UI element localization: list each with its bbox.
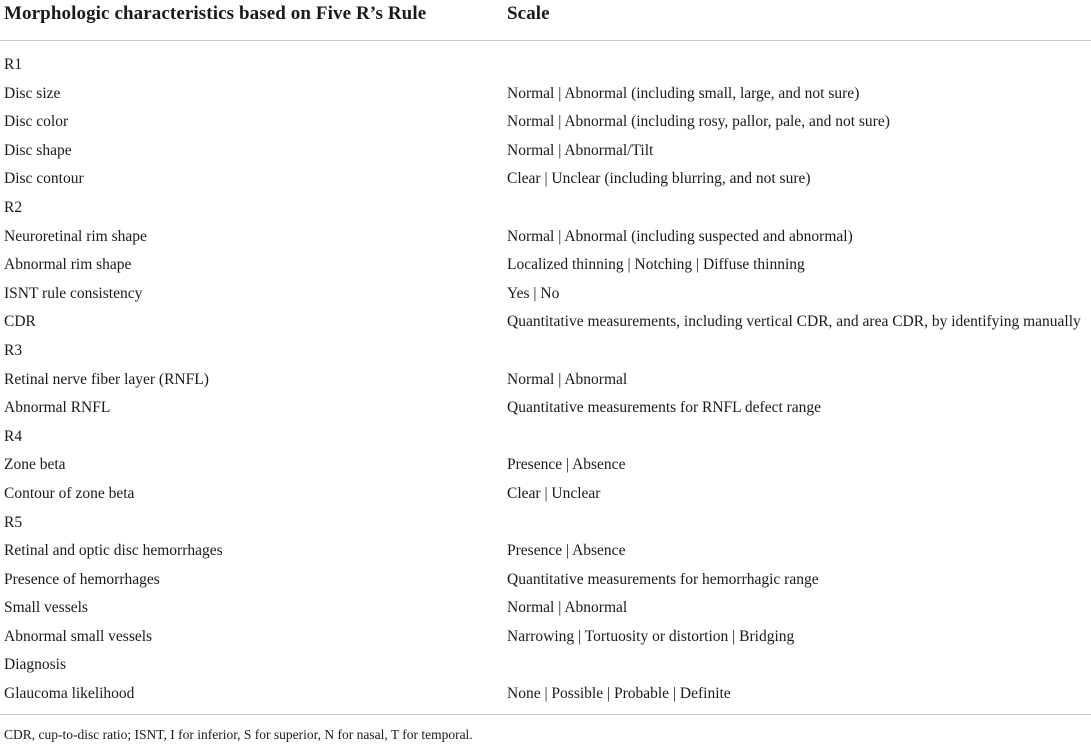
row-label: CDR [4, 313, 36, 331]
table-footnote: CDR, cup-to-disc ratio; ISNT, I for inferior, S for superior, N for nasal, T for temporal. [4, 727, 473, 742]
row-scale: Presence | Absence [507, 542, 626, 560]
table-row [0, 508, 1091, 537]
row-label: R1 [4, 56, 23, 73]
row-scale: Normal | Abnormal [507, 370, 628, 388]
table-row [0, 679, 1091, 708]
table-row [0, 222, 1091, 251]
row-scale: Normal | Abnormal (including rosy, pallor, pale, and not sure) [507, 113, 890, 131]
row-label: R3 [4, 341, 23, 359]
row-label: Retinal and optic disc hemorrhages [4, 542, 223, 560]
row-label: Presence of hemorrhages [4, 570, 160, 588]
header-scale: Scale [507, 3, 550, 24]
table-row [0, 193, 1091, 222]
row-scale: Clear | Unclear (including blurring, and not sure) [507, 170, 811, 188]
row-scale: Normal | Abnormal [507, 599, 628, 617]
row-label: Abnormal RNFL [4, 399, 111, 417]
table-row [0, 536, 1091, 565]
row-scale: Narrowing | Tortuosity or distortion | Bridging [507, 627, 795, 645]
table-row [0, 164, 1091, 193]
row-label: R2 [4, 198, 23, 216]
row-label: Abnormal rim shape [4, 256, 132, 274]
row-label: Diagnosis [4, 656, 66, 674]
table-row [0, 307, 1091, 336]
row-label: Disc color [4, 113, 69, 131]
table-row [0, 136, 1091, 165]
table-body [0, 50, 1091, 708]
row-scale: Clear | Unclear [507, 484, 601, 502]
row-scale: Normal | Abnormal/Tilt [507, 141, 654, 159]
table-row [0, 79, 1091, 108]
table-row [0, 593, 1091, 622]
table-row [0, 336, 1091, 365]
table-row [0, 50, 1091, 79]
row-label: Disc size [4, 84, 61, 102]
table-row [0, 365, 1091, 394]
table-row [0, 279, 1091, 308]
row-scale: Presence | Absence [507, 456, 626, 474]
row-scale: None | Possible | Probable | Definite [507, 685, 731, 703]
row-scale: Quantitative measurements for hemorrhagic range [507, 570, 819, 588]
row-label: R5 [4, 513, 23, 531]
table-row [0, 622, 1091, 651]
table-header [0, 0, 1091, 41]
row-label: Disc contour [4, 170, 84, 188]
table-row [0, 422, 1091, 451]
row-scale: Yes | No [507, 284, 560, 302]
row-scale: Localized thinning | Notching | Diffuse thinning [507, 256, 805, 274]
header-characteristics: Morphologic characteristics based on Five R’s Rule [4, 3, 427, 24]
row-scale: Quantitative measurements for RNFL defect range [507, 399, 822, 417]
table-row [0, 565, 1091, 594]
row-label: ISNT rule consistency [4, 284, 143, 302]
table-row [0, 250, 1091, 279]
row-label: Retinal nerve fiber layer (RNFL) [4, 370, 209, 388]
row-label: R4 [4, 427, 23, 445]
row-label: Contour of zone beta [4, 484, 135, 502]
row-label: Disc shape [4, 141, 72, 159]
table-bottom-rule [0, 714, 1091, 715]
row-label: Zone beta [4, 456, 66, 474]
table-row [0, 479, 1091, 508]
row-scale: Normal | Abnormal (including small, large, and not sure) [507, 84, 860, 102]
table-row [0, 450, 1091, 479]
row-scale: Quantitative measurements, including vertical CDR, and area CDR, by identifying manually [507, 313, 1081, 331]
row-scale: Normal | Abnormal (including suspected and abnormal) [507, 227, 853, 245]
table-row [0, 107, 1091, 136]
row-label: Small vessels [4, 599, 88, 617]
row-label: Neuroretinal rim shape [4, 227, 147, 245]
row-label: Glaucoma likelihood [4, 685, 135, 703]
row-label: Abnormal small vessels [4, 627, 153, 645]
table-row [0, 650, 1091, 679]
table-row [0, 393, 1091, 422]
